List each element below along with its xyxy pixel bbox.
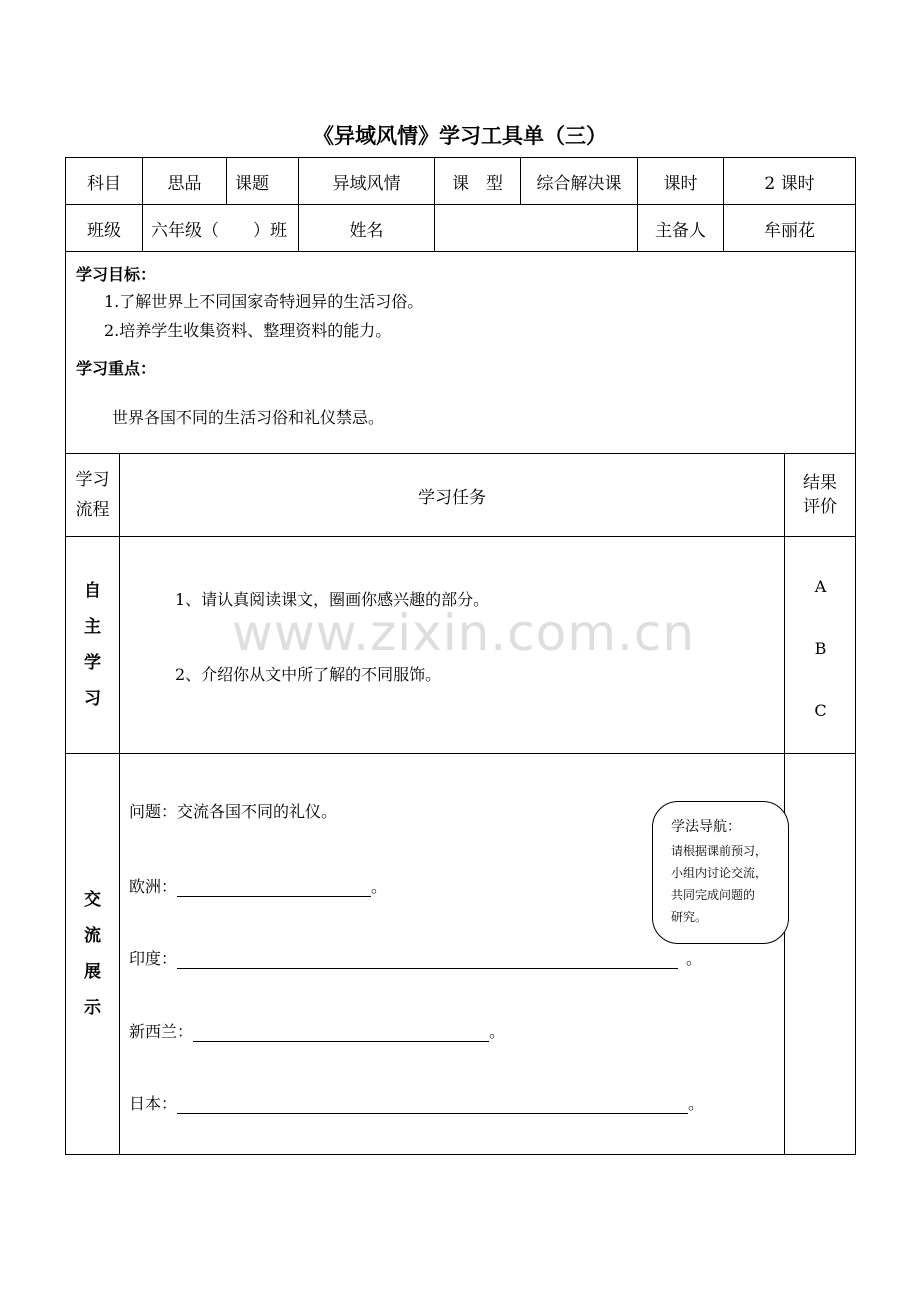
grade-c[interactable]: C (814, 701, 827, 720)
periods-value: 2 课时 (724, 158, 856, 205)
europe-answer-line[interactable] (177, 878, 371, 897)
lesson-type-label: 课 型 (435, 158, 521, 205)
label-char: 交 (84, 890, 101, 910)
task-item: 2、介绍你从文中所了解的不同服饰。 (175, 665, 442, 684)
flow-header (66, 454, 120, 537)
europe-field (129, 874, 387, 897)
exchange-question: 问题：交流各国不同的礼仪。 (129, 802, 338, 821)
page-title: 《异域风情》学习工具单（三） (313, 124, 607, 148)
field-label: 新西兰： (129, 1022, 194, 1041)
field-end: 。 (489, 1022, 506, 1041)
header-table (65, 157, 856, 252)
lesson-type-value: 综合解决课 (521, 158, 638, 205)
india-answer-line[interactable] (177, 950, 678, 969)
key-points-heading: 学习重点： (76, 359, 157, 378)
label-char: 展 (84, 962, 101, 982)
label-char: 示 (84, 998, 101, 1018)
japan-answer-line[interactable] (177, 1095, 688, 1114)
label-char: 流 (84, 926, 101, 946)
field-label: 印度： (129, 949, 178, 968)
grade-options (785, 537, 856, 754)
topic-value: 异域风情 (299, 158, 435, 205)
key-points-text: 世界各国不同的生活习俗和礼仪禁忌。 (112, 408, 385, 427)
self-study-label (66, 537, 120, 754)
field-label: 日本： (129, 1094, 178, 1113)
label-char: 学 (84, 653, 101, 673)
name-label: 姓名 (299, 205, 435, 252)
class-value[interactable]: 六年级（ ）班 (143, 205, 299, 252)
tip-line: 共同完成问题的 (671, 888, 756, 902)
goal-item: 1.了解世界上不同国家奇特迥异的生活习俗。 (104, 292, 424, 311)
evaluation-header-line: 结果 (803, 473, 837, 493)
tip-line: 小组内讨论交流， (671, 866, 768, 880)
india-field (129, 946, 702, 969)
evaluation-header-line: 评价 (803, 497, 837, 517)
subject-label: 科目 (66, 158, 143, 205)
evaluation-header (785, 454, 856, 537)
name-field[interactable] (435, 205, 638, 252)
tip-title: 学法导航： (671, 819, 741, 835)
exchange-label (66, 754, 120, 1155)
study-tip-bubble (652, 801, 789, 944)
flow-header-line: 流程 (75, 500, 110, 520)
japan-field (129, 1091, 704, 1114)
grade-b[interactable]: B (814, 639, 827, 658)
topic-label: 课题 (227, 158, 299, 205)
flow-header-line: 学习 (75, 470, 110, 490)
field-end: 。 (686, 949, 703, 968)
watermark: www.zixin.com.cn (232, 604, 696, 662)
goals-heading: 学习目标： (76, 265, 157, 284)
task-item: 1、请认真阅读课文，圈画你感兴趣的部分。 (175, 590, 490, 609)
main-table (65, 251, 856, 1155)
new-zealand-field (129, 1019, 505, 1042)
tip-line: 研究。 (671, 910, 708, 924)
worksheet (65, 157, 855, 1155)
field-end: 。 (688, 1094, 705, 1113)
periods-label: 课时 (638, 158, 724, 205)
grade-a[interactable]: A (814, 577, 827, 596)
preparer-label: 主备人 (638, 205, 724, 252)
self-study-tasks (120, 537, 785, 754)
goals-section (66, 252, 856, 454)
field-end: 。 (371, 877, 388, 896)
task-header: 学习任务 (120, 454, 785, 537)
goal-item: 2.培养学生收集资料、整理资料的能力。 (104, 321, 392, 340)
label-char: 主 (84, 617, 101, 637)
label-char: 习 (84, 689, 101, 709)
preparer-value: 牟丽花 (724, 205, 856, 252)
exchange-evaluation (785, 754, 856, 1155)
label-char: 自 (84, 581, 101, 601)
tip-line: 请根据课前预习， (671, 844, 768, 858)
field-label: 欧洲： (129, 877, 178, 896)
new-zealand-answer-line[interactable] (193, 1023, 489, 1042)
class-label: 班级 (66, 205, 143, 252)
subject-value: 思品 (143, 158, 227, 205)
